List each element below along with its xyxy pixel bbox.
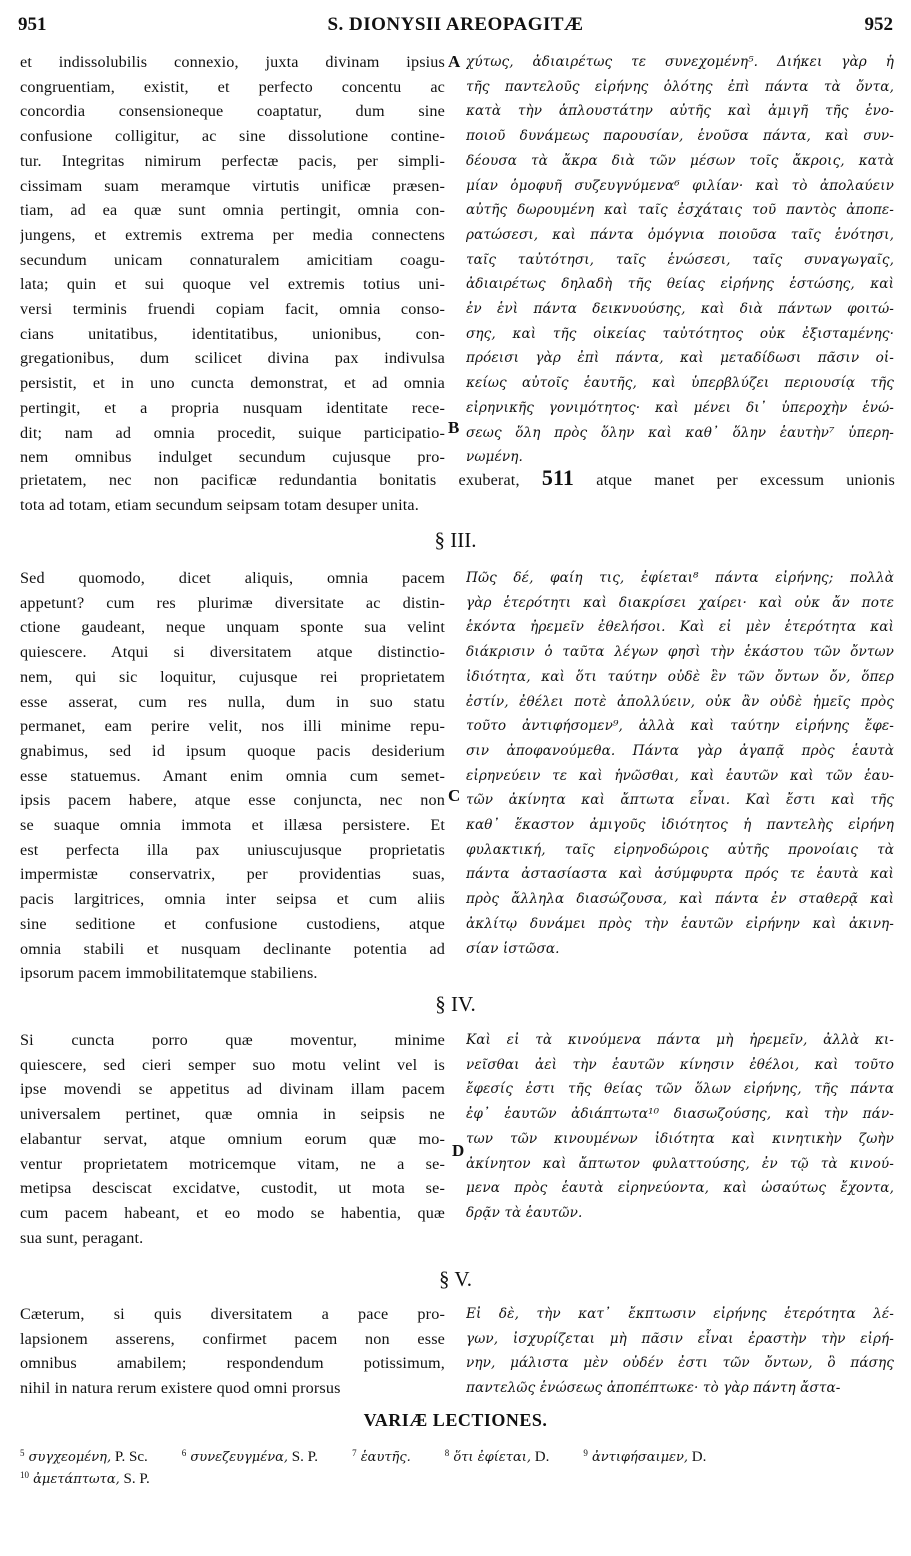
text-line: sua sunt, peragant. [20,1228,144,1247]
text-line: ἐστίν, ἐθέλει ποτὲ ἀπολλύειν, οὐκ ἂν οὐδὲ ἡμεῖς πρὸς [466,693,894,710]
section-heading-3: § III. [434,528,477,552]
variant-reading [182,1446,318,1469]
text-line: se suaque omnia immota et illæsa persistere. Et [20,816,445,835]
variant-greek: συγχεομένη, [24,1450,112,1465]
text-line: ἑκόντα ἠρεμεῖν ἐθελήσοι. Καὶ εἰ μὲν ἑτερότητα καὶ [466,619,894,636]
text-line: confusione colligitur, ac sine dissolutione contine- [20,127,445,146]
section-4-latin [20,1028,445,1258]
variae-line-2 [20,1468,895,1491]
running-title: S. DIONYSII AREOPAGITÆ [327,14,584,35]
text-line: nihil in natura rerum existere quod omni prorsus [20,1379,341,1398]
text-line: σίαν ἱστῶσα. [466,940,560,957]
text-line: εἰρηνεύειν τε καὶ ἡνῶσθαι, καὶ ἑαυτῶν καὶ τῶν ἑαυ- [466,767,894,784]
text-line: ipsorum pacem immobilitatemque stabiliens. [20,964,318,983]
text-line: ctione gaudeant, neque unquam sponte sua velint [20,618,445,637]
footnote-number: 8 [444,1448,450,1458]
text-line: omnia stabili et nusquam declinante potentia ad [20,939,445,958]
text-line: dit; nam ad omnia procedit, suique participatio- [20,423,445,442]
text-line: cissimam suam meramque virtutis unificæ præsen- [20,176,445,195]
text-line: nem, qui sic loquitur, cujusque rei proprietatem [20,667,445,686]
margin-marker-b: B [448,418,460,437]
text-line: κατὰ τὴν ἁπλουστάτην αὐτῆς καὶ ἀμιγῆ τῆς ἑνο- [466,103,894,120]
full-width-text [20,466,895,518]
text-line: σιν ἀποφανούμεθα. Πάντα γὰρ ἀγαπᾷ πρὸς ἑαυτὰ [466,742,894,759]
text-line: τῆς παντελοῦς εἰρήνης ὁλότης ἐπὶ πάντα τὰ ὄντα, [466,78,894,95]
text-line: εἰρηνικῆς γονιμότητος· καὶ μένει δι᾽ ὑπεροχὴν ἑνώ- [466,399,894,416]
text-line: ἐφ᾽ ἑαυτῶν ἀδιάπτωτα¹⁰ διασωζούσης, καὶ τὴν πάν- [466,1106,894,1123]
text-line: ventur proprietatem motricemque vitam, ne a se- [20,1154,445,1173]
text-line: Cæterum, si quis diversitatem a pace pro- [20,1305,445,1323]
text-line: πάντα ἀστασίαστα καὶ ἀσύμφυρτα πρός τε ἑαυτὰ καὶ [466,866,894,883]
text-line: ποιοῦ δυνάμεως παρουσίαν, ἑνοῦσα πάντα, καὶ συν- [466,128,894,145]
footnote-number: 6 [181,1448,187,1458]
text-line: φυλακτική, ταῖς εἰρηνοδώροις αὐτῆς προνοίαις τὰ [466,841,894,858]
variae-lectiones-heading: VARIÆ LECTIONES. [363,1410,548,1430]
column-number: 511 [541,466,575,490]
full-line-1-end: atque manet per excessum unionis [596,471,895,489]
text-line: metipsa desciscat excidatve, custodit, ut mota se- [20,1179,445,1198]
variant-greek: ἑαυτῆς. [356,1450,411,1465]
text-line: ἔφεσίς ἐστι τῆς θείας τῶν ὅλων εἰρήνης, τῆς πάντα [466,1081,894,1098]
text-line: nem omnibus indulget secundum cujusque pro- [20,448,445,467]
text-line: νεῖσθαι ἀεὶ τὴν ἑαυτῶν κίνησιν ἐθέλοι, καὶ τοῦτο [466,1056,894,1073]
page-number-left: 951 [18,14,47,35]
section-4-greek [466,1028,894,1238]
text-line: μενα πρὸς ἑαυτὰ εἰρηνεύοντα, καὶ ὡσαύτως ἔχοντα, [466,1180,894,1197]
top-latin-column [20,50,445,475]
section-5-greek [466,1302,894,1406]
text-line: ταῖς ταὐτότησι, ταῖς ἑνώσεσι, ταῖς συναγωγαῖς, [466,251,894,268]
variant-reading [352,1446,411,1469]
text-line: appetunt? cum res plurimæ diversitate ac distin- [20,593,445,612]
variant-sigla: S. P. [119,1471,150,1487]
top-greek-column [466,50,894,475]
variae-line-1 [20,1446,895,1469]
text-line: tur. Integritas nimirum perfectæ pacis, per simpli- [20,151,445,170]
text-line: ἀκίνητον καὶ ἄπτωτον φυλαττούσης, ἐν τῷ τὰ κινού- [466,1155,894,1172]
text-line: secundum unicam connaturalem amicitiam coagu- [20,250,445,269]
footnote-number: 5 [20,1448,25,1458]
section-3-latin [20,566,445,986]
text-line: gnabimus, sed id ipsum quoque pacis desiderium [20,741,445,760]
section-5-latin [20,1302,445,1406]
variant-sigla: S. P. [288,1449,319,1465]
text-line: et indissolubilis connexio, juxta divinam ipsius [20,53,445,71]
text-line: ρατώσεσι, καὶ πάντα ὁμόγνια ποιοῦσα ταῖς ἑνότησι, [466,226,894,243]
text-line: cum pacem habeant, et eo modo se habentia, quæ [20,1203,445,1222]
text-line: quiescere. Atqui si diversitatem atque distinctio- [20,643,445,662]
text-line: χύτως, ἀδιαιρέτως τε συνεχομένη⁵. Διήκει γὰρ ἡ [466,54,894,70]
text-line: ἀδιαιρέτως δηλαδὴ τῆς θείας εἰρήνης ἑστώσης, καὶ [466,276,894,293]
text-line: lata; quin et sui quoque vel extremis totius uni- [20,275,445,294]
text-line: γων, ἰσχυρίζεται μὴ πᾶσιν εἶναι ἐραστὴν τὴν εἰρή- [466,1330,894,1347]
text-line: lapsionem asserens, confirmet pacem non esse [20,1329,445,1348]
text-line: ἀκλίτῳ δυνάμει πρὸς τὴν ἑαυτῶν εἰρήνην καὶ ἀκινη- [466,915,894,932]
text-line: ἐν ἑνὶ πάντα δεικνυούσης, καὶ διὰ πάντων φοιτώ- [466,301,894,318]
footnote-number: 10 [20,1470,29,1480]
text-line: pertingit, et a propria nusquam identitate rece- [20,398,445,417]
section-heading-5: § V. [438,1267,473,1291]
variant-greek: ὅτι ἐφίεται, [449,1450,531,1465]
margin-marker-c: C [448,786,461,805]
text-line: esse statuemus. Amant enim omnia cum semet- [20,766,445,785]
text-line: cians unitatibus, identitatibus, unionibus, con- [20,324,445,343]
page-number-right: 952 [864,14,893,35]
footnote-number: 9 [583,1448,588,1458]
section-heading-4: § IV. [435,992,476,1016]
margin-marker-d: D [452,1141,465,1160]
variant-reading [445,1446,550,1469]
variant-reading [20,1468,150,1491]
variant-sigla: P. Sc. [111,1449,148,1465]
text-line: δρᾷν τὰ ἑαυτῶν. [466,1204,583,1221]
text-line: esse asserat, cum res nulla, dum in suo statu [20,692,445,711]
footnote-number: 7 [352,1448,357,1458]
text-line: πρόεισι γὰρ ἐπὶ πάντα, καὶ μεταδίδωσι πᾶσιν οἰ- [466,350,894,367]
variant-greek: συνεζευγμένα, [186,1450,289,1465]
text-line: τοῦτο ἀντιφήσομεν⁹, ἀλλὰ καὶ ταύτην εἰρήνης ἔφε- [466,718,894,735]
text-line: impermistæ conservatrix, per providentias suas, [20,865,445,884]
text-line: Si cuncta porro quæ moventur, minime [20,1031,445,1049]
margin-marker-a: A [448,52,461,71]
text-line: νωμένη. [466,449,523,466]
text-line: jungens, et extremis extrema per media connectens [20,225,445,244]
text-line: κείως αὐτοῖς ἑαυτῆς, καὶ ὑπερβλύζει περιουσίᾳ τῆς [466,375,894,392]
text-line: σης, καὶ τῆς οἰκείας ταὐτότητος οὐκ ἐξισταμένης· [466,325,894,342]
text-line: persistit, et in uno cuncta demonstrat, et ad omnia [20,374,445,393]
text-line: νην, μάλιστα μὲν οὐδέν ἐστι τῶν ὄντων, ὃ πάσης [466,1355,894,1372]
text-line: Sed quomodo, dicet aliquis, omnia pacem [20,569,445,587]
text-line: Καὶ εἰ τὰ κινούμενα πάντα μὴ ἠρεμεῖν, ἀλλὰ κι- [466,1032,894,1048]
text-line: permanet, eam perire velit, nos illi minime repu- [20,717,445,736]
variant-greek: ἀμετάπτωτα, [29,1472,120,1487]
text-line: concordia consensioneque coaptatur, dum sine [20,102,445,121]
variant-sigla: D. [688,1449,707,1465]
text-line: καθ᾽ ἕκαστον ἀμιγοῦς ἰδιότητος ἡ παντελὴς εἰρήνη [466,817,894,834]
text-line: universalem pertinet, quæ omnia in seipsis ne [20,1105,445,1124]
text-line: διάκρισιν ὁ ταῦτα λέγων φησὶ τὴν ἑκάστου τῶν ὄντων [466,644,894,661]
text-line: ἰδιότητα, καὶ ὅτι ταύτην οὐδὲ ἓν τῶν ὄντων ὄν, ὅπερ [466,668,894,685]
text-line: αὐτῆς δωρουμένη καὶ ταῖς ἐσχάταις τοῦ παντὸς ἀποπε- [466,202,894,219]
page-header [18,14,893,44]
variant-reading [20,1446,148,1469]
full-line-1-start: prietatem, nec non pacificæ redundantia bonitatis exuberat, [20,471,520,489]
text-line: omnibus amabilem; respondendum potissimum, [20,1354,445,1373]
text-line: πρὸς ἄλληλα διασώζουσα, καὶ πάντα ἐν σταθερᾷ καὶ [466,891,894,908]
text-line: των τῶν κινουμένων ἰδιότητα καὶ κινητικὴν ζωὴν [466,1130,894,1147]
text-line: παντελῶς ἑνώσεως ἀποπέπτωκε· τὸ γὰρ πάντη ἄστα- [466,1380,841,1397]
text-line: Πῶς δέ, φαίη τις, ἐφίεται⁸ πάντα εἰρήνης; πολλὰ [466,570,894,586]
variant-reading [583,1446,706,1469]
text-line: ipsis pacem habere, atque esse conjuncta, nec non [20,791,445,810]
text-line: σεως ὅλη πρὸς ὅλην καὶ καθ᾽ ὅλην ἑαυτὴν⁷ ὑπερη- [466,424,894,441]
text-line: Εἰ δὲ, τὴν κατ᾽ ἔκπτωσιν εἰρήνης ἑτερότητα λέ- [466,1306,894,1322]
text-line: δέουσα τὰ ἄκρα διὰ τῶν μέσων τοῖς ἄκροις, κατὰ [466,152,894,169]
text-line: gregationibus, dum scilicet divina pax indivulsa [20,349,445,368]
full-line-2: tota ad totam, etiam secundum seipsam totam desuper unita. [20,495,419,514]
text-line: sine seditione et confusione custodiens, atque [20,914,445,933]
text-line: τῶν ἀκίνητα καὶ ἄπτωτα εἶναι. Καὶ ἔστι καὶ τῆς [466,792,894,809]
text-line: quiescere, sed cieri semper suo motu velint vel is [20,1055,445,1074]
text-line: ipse movendi se appetitus ad divinam illam pacem [20,1080,445,1099]
text-line: pacis largitrices, omnia inter seipsa et cum aliis [20,890,445,909]
variant-sigla: D. [530,1449,550,1465]
text-line: versi terminis fruendi copiam facit, omnia conso- [20,300,445,319]
text-line: elabantur servat, atque omnium eorum quæ mo- [20,1129,445,1148]
text-line: est perfecta illa pax uniuscujusque proprietatis [20,840,445,859]
text-line: tiam, ad ea quæ sunt omnia pertingit, omnia con- [20,201,445,220]
text-line: congruentiam, existit, et perfecto concentu ac [20,77,445,96]
section-3-greek [466,566,894,966]
text-line: γὰρ ἑτερότητι καὶ διακρίσει χαίρει· καὶ οὐκ ἄν ποτε [466,594,894,611]
variant-greek: ἀντιφήσαιμεν, [587,1450,689,1465]
text-line: μίαν ὁμοφυῆ συζευγνύμενα⁶ φιλίαν· καὶ τὸ ἀπολαύειν [466,177,894,194]
